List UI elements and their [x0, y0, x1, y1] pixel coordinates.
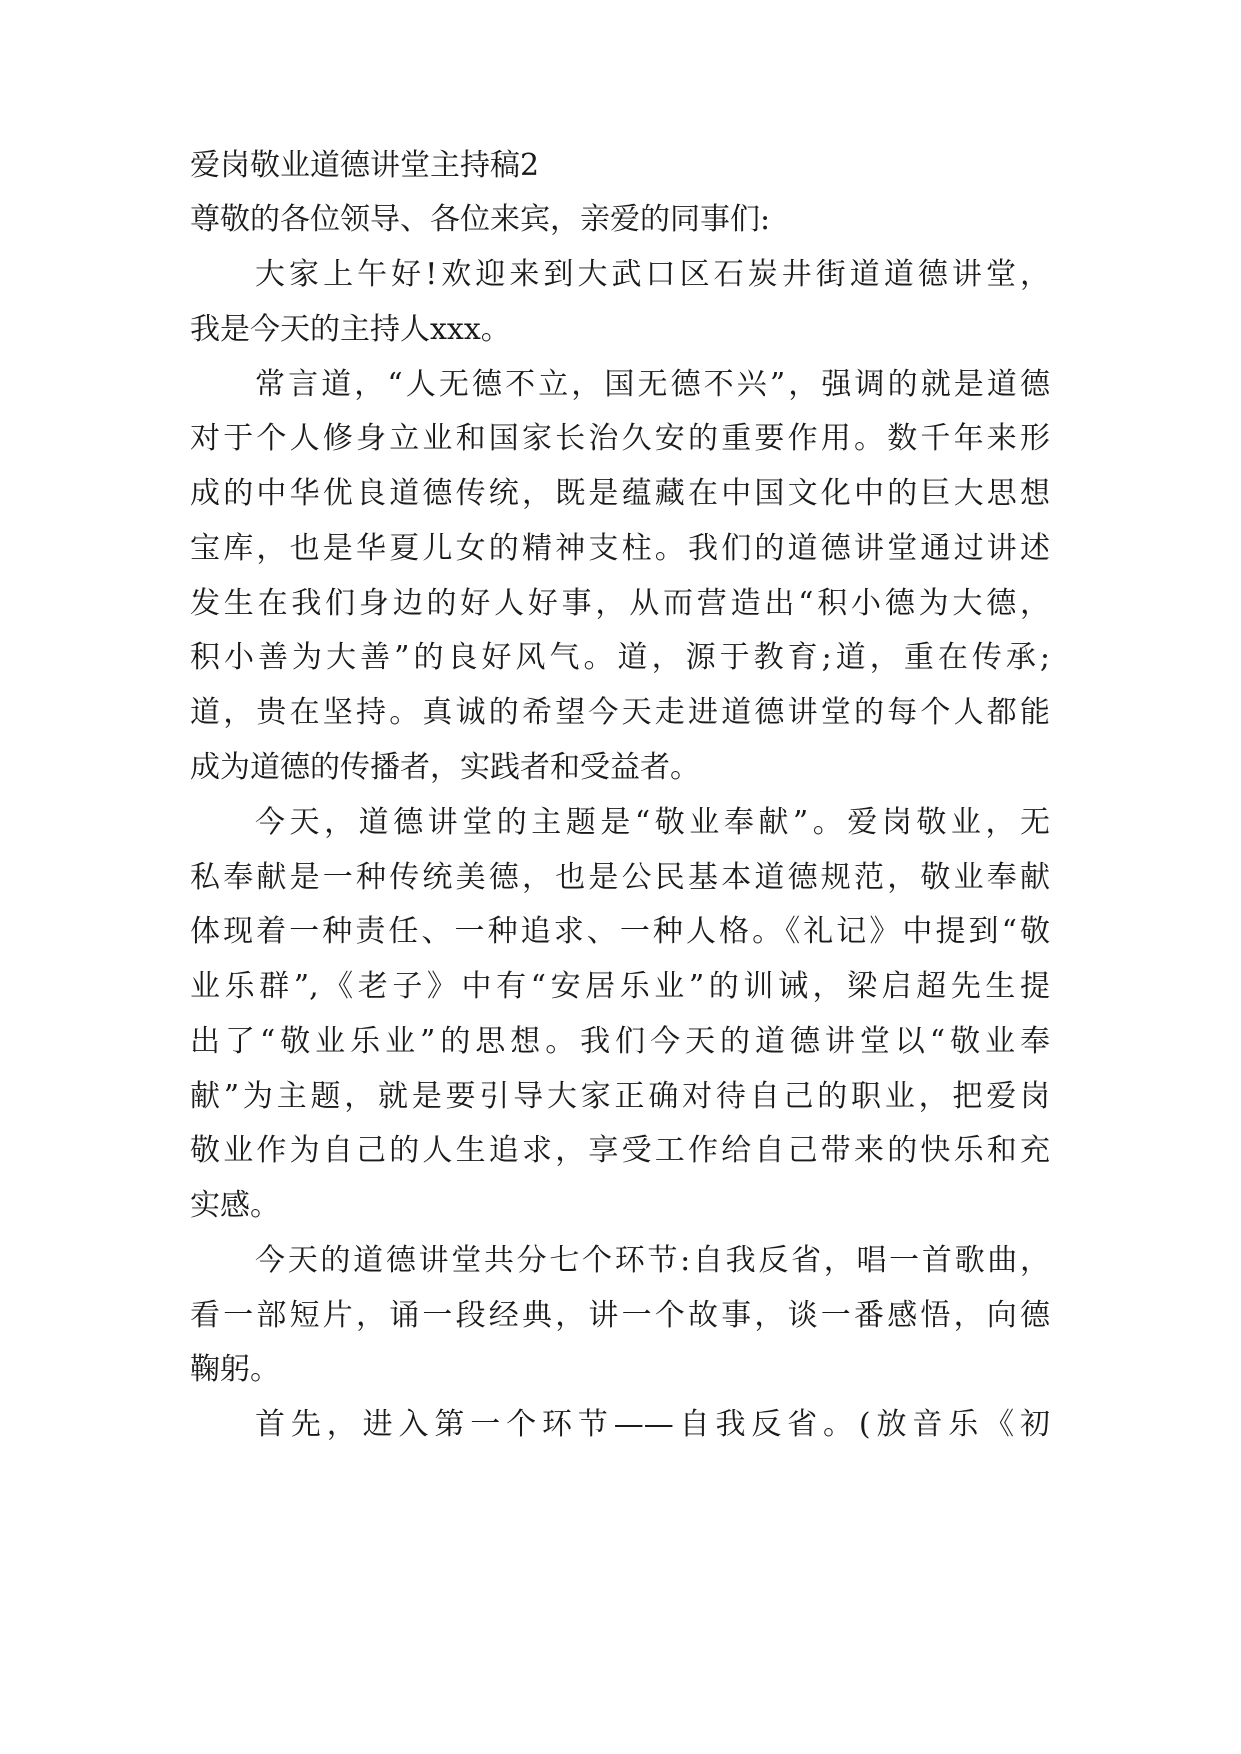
salutation-line: 尊敬的各位领导、各位来宾，亲爱的同事们: — [190, 202, 771, 237]
paragraph-line: 大家上午好!欢迎来到大武口区石炭井街道道德讲堂， — [255, 257, 1050, 292]
paragraph-line: 看一部短片，诵一段经典，讲一个故事，谈一番感悟，向德 — [190, 1298, 1050, 1333]
paragraph-line: 对于个人修身立业和国家长治久安的重要作用。数千年来形 — [190, 421, 1050, 456]
paragraph-line: 敬业作为自己的人生追求，享受工作给自己带来的快乐和充 — [190, 1133, 1050, 1168]
paragraph-line: 道，贵在坚持。真诚的希望今天走进道德讲堂的每个人都能 — [190, 695, 1050, 730]
document-title: 爱岗敬业道德讲堂主持稿2 — [190, 148, 540, 183]
paragraph-line: 成的中华优良道德传统，既是蕴藏在中国文化中的巨大思想 — [190, 476, 1050, 511]
paragraph-line: 私奉献是一种传统美德，也是公民基本道德规范，敬业奉献 — [190, 860, 1050, 895]
paragraph-line: 宝库，也是华夏儿女的精神支柱。我们的道德讲堂通过讲述 — [190, 531, 1050, 566]
paragraph-line: 常言道，“人无德不立，国无德不兴”，强调的就是道德 — [255, 367, 1050, 402]
paragraph-line: 体现着一种责任、一种追求、一种人格。《礼记》中提到“敬 — [190, 914, 1050, 949]
paragraph-line: 业乐群”,《老子》中有“安居乐业”的训诫，梁启超先生提 — [190, 969, 1050, 1004]
paragraph-line: 成为道德的传播者，实践者和受益者。 — [190, 750, 700, 785]
paragraph-line: 鞠躬。 — [190, 1352, 280, 1387]
paragraph-line: 今天的道德讲堂共分七个环节:自我反省，唱一首歌曲， — [255, 1243, 1050, 1278]
paragraph-line: 首先，进入第一个环节——自我反省。(放音乐《初 — [255, 1407, 1050, 1442]
paragraph-line: 发生在我们身边的好人好事，从而营造出“积小德为大德， — [190, 586, 1050, 621]
paragraph-line: 积小善为大善”的良好风气。道，源于教育;道，重在传承; — [190, 640, 1050, 675]
paragraph-line: 我是今天的主持人xxx。 — [190, 312, 511, 347]
paragraph-line: 出了“敬业乐业”的思想。我们今天的道德讲堂以“敬业奉 — [190, 1024, 1050, 1059]
paragraph-line: 实感。 — [190, 1188, 280, 1223]
paragraph-line: 献”为主题，就是要引导大家正确对待自己的职业，把爱岗 — [190, 1079, 1050, 1114]
paragraph-line: 今天，道德讲堂的主题是“敬业奉献”。爱岗敬业，无 — [255, 805, 1050, 840]
